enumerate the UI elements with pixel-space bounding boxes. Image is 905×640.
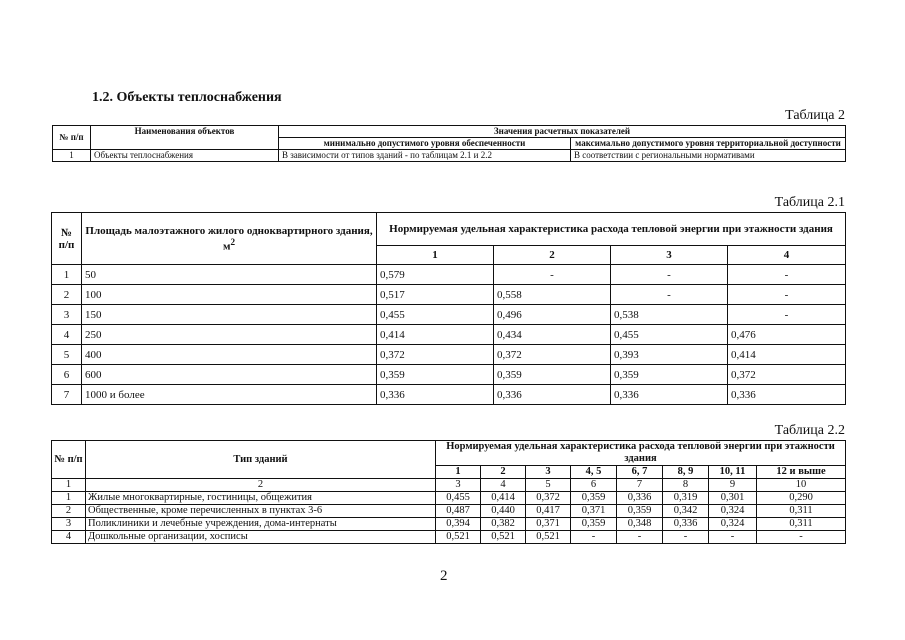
t22-floor: 4, 5 — [571, 466, 617, 479]
t2-header-no: № п/п — [53, 126, 91, 150]
t21-value: 0,359 — [611, 365, 728, 385]
t22-value: 0,455 — [436, 492, 481, 505]
t22-value: - — [663, 531, 709, 544]
t22-type: Общественные, кроме перечисленных в пунктах 3-6 — [86, 505, 436, 518]
t22-floor: 6, 7 — [617, 466, 663, 479]
t21-area: 150 — [82, 305, 377, 325]
t21-value: - — [728, 305, 846, 325]
section-heading: 1.2. Объекты теплоснабжения — [92, 90, 282, 105]
t22-value: 0,394 — [436, 518, 481, 531]
t22-header-no: № п/п — [52, 441, 86, 479]
t22-value: - — [617, 531, 663, 544]
t22-header-type: Тип зданий — [86, 441, 436, 479]
t22-colnum: 10 — [757, 479, 846, 492]
t22-value: - — [571, 531, 617, 544]
t22-floor: 12 и выше — [757, 466, 846, 479]
t22-colnum: 8 — [663, 479, 709, 492]
t22-colnum: 6 — [571, 479, 617, 492]
t2-cell-name: Объекты теплоснабжения — [91, 150, 279, 162]
t21-header-no: № п/п — [52, 213, 82, 265]
t22-value: 0,382 — [481, 518, 526, 531]
t22-type: Жилые многоквартирные, гостиницы, общежития — [86, 492, 436, 505]
table-row — [53, 150, 846, 162]
t21-value: 0,359 — [377, 365, 494, 385]
t21-no: 3 — [52, 305, 82, 325]
t22-no: 1 — [52, 492, 86, 505]
table-row — [52, 285, 846, 305]
t21-value: 0,558 — [494, 285, 611, 305]
t22-colnum: 3 — [436, 479, 481, 492]
table-2 — [52, 125, 846, 162]
t22-value: 0,324 — [709, 505, 757, 518]
t22-value: 0,521 — [526, 531, 571, 544]
t22-value: 0,487 — [436, 505, 481, 518]
t21-floor-1: 1 — [377, 246, 494, 265]
t21-value: - — [611, 285, 728, 305]
t22-value: 0,521 — [436, 531, 481, 544]
t22-floor: 2 — [481, 466, 526, 479]
t22-value: 0,336 — [663, 518, 709, 531]
t22-value: 0,324 — [709, 518, 757, 531]
t21-value: 0,372 — [494, 345, 611, 365]
t22-type: Дошкольные организации, хосписы — [86, 531, 436, 544]
table-2-1-label: Таблица 2.1 — [774, 195, 845, 210]
table-row — [52, 345, 846, 365]
t22-value: 0,414 — [481, 492, 526, 505]
table-2-2-label: Таблица 2.2 — [774, 423, 845, 438]
t21-floor-2: 2 — [494, 246, 611, 265]
table-row — [52, 365, 846, 385]
t21-value: 0,336 — [494, 385, 611, 405]
t21-value: 0,455 — [377, 305, 494, 325]
t21-value: 0,517 — [377, 285, 494, 305]
t21-value: 0,336 — [377, 385, 494, 405]
t21-value: - — [728, 265, 846, 285]
t22-no: 2 — [52, 505, 86, 518]
t21-value: 0,476 — [728, 325, 846, 345]
t21-value: - — [611, 265, 728, 285]
table-row — [52, 531, 846, 544]
t21-value: 0,579 — [377, 265, 494, 285]
t22-value: - — [757, 531, 846, 544]
t22-column-numbers — [52, 479, 846, 492]
t21-no: 1 — [52, 265, 82, 285]
t21-area: 400 — [82, 345, 377, 365]
t22-colnum: 7 — [617, 479, 663, 492]
t21-header-area — [82, 213, 377, 265]
t22-floor: 3 — [526, 466, 571, 479]
t22-value: 0,301 — [709, 492, 757, 505]
t22-no: 4 — [52, 531, 86, 544]
t22-colnum: 4 — [481, 479, 526, 492]
t21-header-area-sup: 2 — [230, 236, 236, 247]
t21-value: - — [728, 285, 846, 305]
t21-area: 250 — [82, 325, 377, 345]
t21-no: 2 — [52, 285, 82, 305]
t21-value: 0,336 — [611, 385, 728, 405]
t22-value: 0,371 — [571, 505, 617, 518]
t22-floor: 8, 9 — [663, 466, 709, 479]
t21-value: 0,359 — [494, 365, 611, 385]
t22-value: - — [709, 531, 757, 544]
t2-cell-max: В соответствии с региональными нормативами — [571, 150, 846, 162]
t22-header-group: Нормируемая удельная характеристика расхода тепловой энергии при этажности здания — [436, 441, 846, 466]
t22-value: 0,521 — [481, 531, 526, 544]
t22-value: 0,359 — [617, 505, 663, 518]
t22-value: 0,371 — [526, 518, 571, 531]
t21-value: 0,414 — [377, 325, 494, 345]
t22-value: 0,440 — [481, 505, 526, 518]
t21-value: 0,414 — [728, 345, 846, 365]
t2-cell-min: В зависимости от типов зданий - по таблицам 2.1 и 2.2 — [279, 150, 571, 162]
t22-colnum: 9 — [709, 479, 757, 492]
t22-value: 0,359 — [571, 518, 617, 531]
t21-value: 0,434 — [494, 325, 611, 345]
t21-header-group: Нормируемая удельная характеристика расхода тепловой энергии при этажности здания — [377, 213, 846, 246]
t21-value: 0,538 — [611, 305, 728, 325]
t22-colnum: 5 — [526, 479, 571, 492]
t22-value: 0,342 — [663, 505, 709, 518]
t21-area: 600 — [82, 365, 377, 385]
t21-value: 0,372 — [377, 345, 494, 365]
t22-colnum: 1 — [52, 479, 86, 492]
t21-no: 7 — [52, 385, 82, 405]
t22-type: Поликлиники и лечебные учреждения, дома-интернаты — [86, 518, 436, 531]
t22-value: 0,311 — [757, 518, 846, 531]
t2-header-name: Наименования объектов — [91, 126, 279, 150]
table-row — [52, 305, 846, 325]
t21-header-area-text: Площадь малоэтажного жилого одноквартирного здания, м — [85, 224, 373, 253]
t21-area: 50 — [82, 265, 377, 285]
t22-value: 0,336 — [617, 492, 663, 505]
t21-no: 5 — [52, 345, 82, 365]
t21-floor-4: 4 — [728, 246, 846, 265]
table-2-label: Таблица 2 — [785, 108, 845, 123]
t2-header-max: максимально допустимого уровня территориальной доступности — [571, 138, 846, 150]
t21-value: 0,455 — [611, 325, 728, 345]
t21-no: 4 — [52, 325, 82, 345]
table-row — [52, 265, 846, 285]
t22-value: 0,311 — [757, 505, 846, 518]
t22-floor: 10, 11 — [709, 466, 757, 479]
t21-value: 0,372 — [728, 365, 846, 385]
t21-value: 0,393 — [611, 345, 728, 365]
table-row — [52, 518, 846, 531]
t22-value: 0,417 — [526, 505, 571, 518]
t21-value: 0,336 — [728, 385, 846, 405]
t22-value: 0,290 — [757, 492, 846, 505]
table-2-1 — [51, 212, 846, 405]
t22-value: 0,372 — [526, 492, 571, 505]
table-row — [52, 325, 846, 345]
page-number: 2 — [440, 568, 448, 584]
t21-no: 6 — [52, 365, 82, 385]
t21-floor-3: 3 — [611, 246, 728, 265]
t21-area: 100 — [82, 285, 377, 305]
table-2-2 — [51, 440, 846, 544]
t22-colnum: 2 — [86, 479, 436, 492]
t21-value: 0,496 — [494, 305, 611, 325]
table-row — [52, 385, 846, 405]
t22-value: 0,359 — [571, 492, 617, 505]
t2-header-group: Значения расчетных показателей — [279, 126, 846, 138]
t22-value: 0,348 — [617, 518, 663, 531]
t21-area: 1000 и более — [82, 385, 377, 405]
t22-no: 3 — [52, 518, 86, 531]
table-row — [52, 505, 846, 518]
table-row — [52, 492, 846, 505]
t22-floor: 1 — [436, 466, 481, 479]
t21-value: - — [494, 265, 611, 285]
t2-header-min: минимально допустимого уровня обеспеченности — [279, 138, 571, 150]
t2-cell-no: 1 — [53, 150, 91, 162]
t22-value: 0,319 — [663, 492, 709, 505]
